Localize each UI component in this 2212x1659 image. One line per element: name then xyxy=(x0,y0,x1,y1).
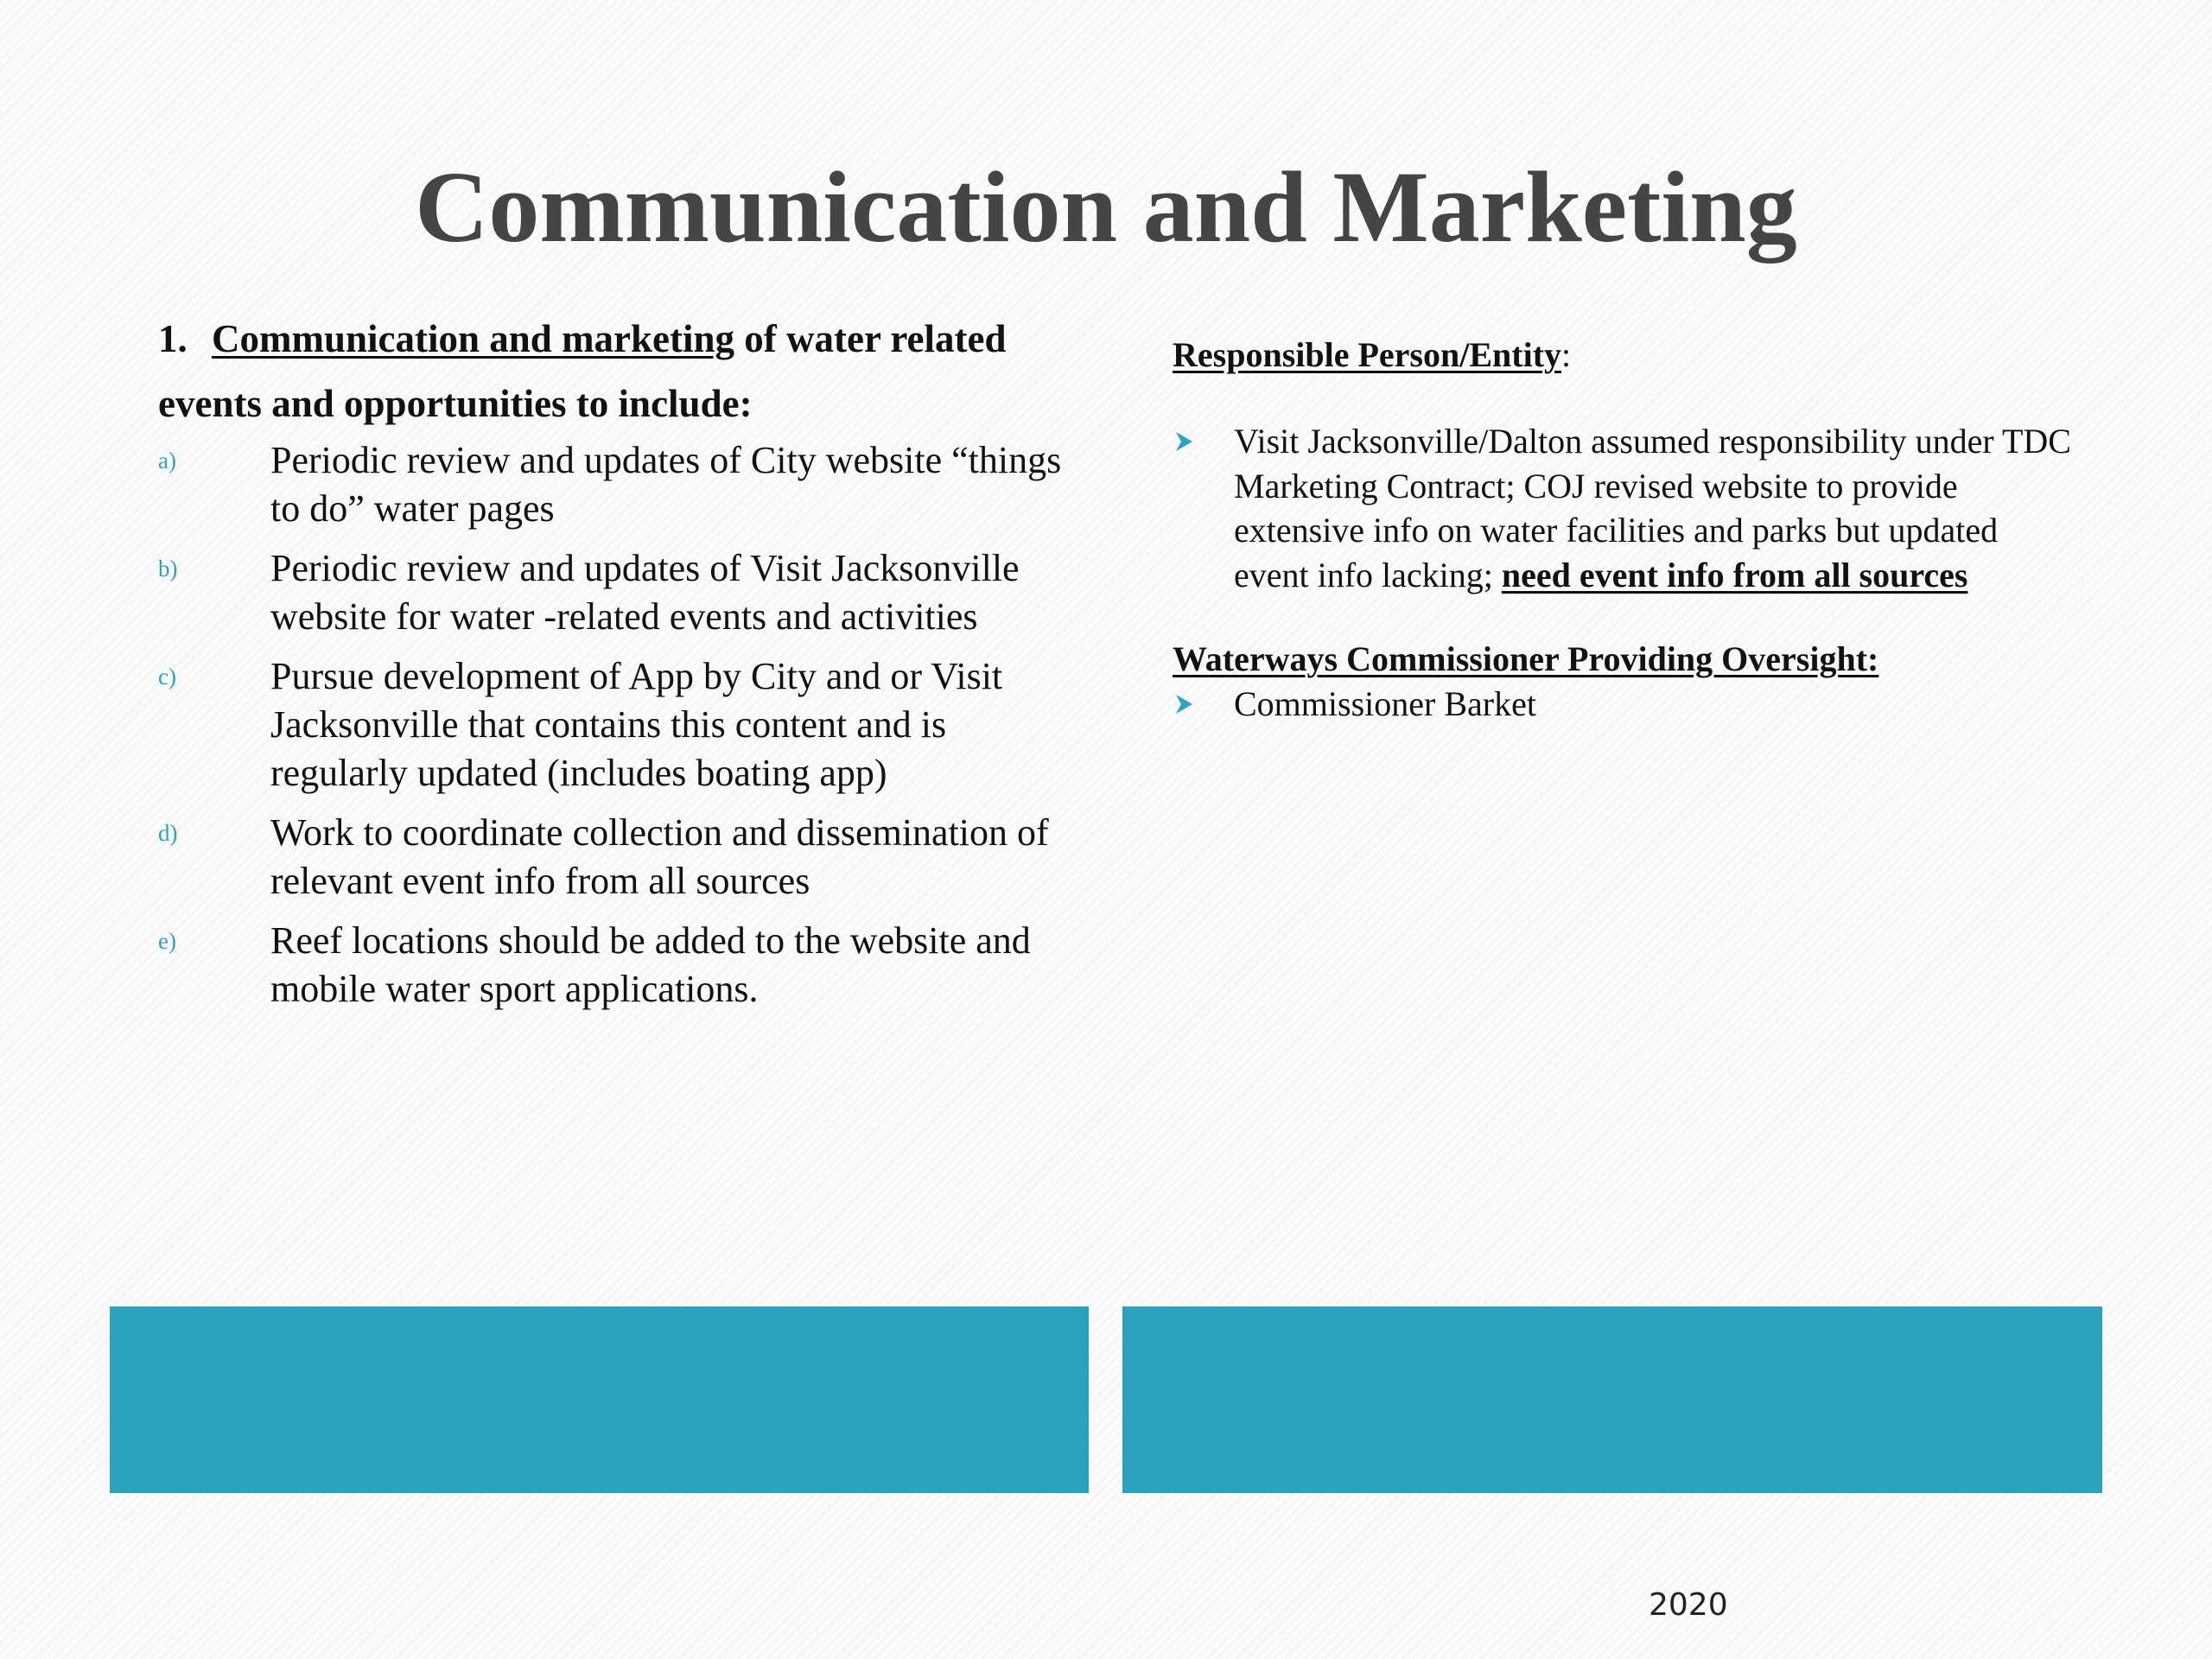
item-text: Periodic review and updates of Visit Jacksonville website for water -related events and activities xyxy=(270,547,1020,638)
item-marker: a) xyxy=(158,448,176,474)
arrow-bullet-icon xyxy=(1174,692,1195,716)
responsible-heading xyxy=(1173,333,2071,378)
item-marker: c) xyxy=(158,664,176,690)
objective-item xyxy=(158,544,1083,641)
status-column xyxy=(1173,333,2071,727)
oversight-heading xyxy=(1173,637,2071,682)
item-text: Pursue development of App by City and or Visit Jacksonville that contains this content and is regularly updated (includes boating app) xyxy=(270,655,1003,794)
responsible-emphasis: need event info from all sources xyxy=(1501,555,1968,594)
arrow-bullet-icon xyxy=(1174,429,1195,454)
objective-heading-line1 xyxy=(158,307,1083,372)
oversight-heading-text: Waterways Commissioner Providing Oversight: xyxy=(1173,639,1879,678)
objective-heading xyxy=(158,307,1083,436)
objective-number: 1. xyxy=(158,317,188,360)
responsible-heading-colon: : xyxy=(1561,335,1572,374)
objective-heading-underlined: Communication and marketing xyxy=(212,317,735,360)
item-text: Periodic review and updates of City website “things to do” water pages xyxy=(270,439,1062,530)
responsible-text: Visit Jacksonville/Dalton assumed responsibility under TDC Marketing Contract; COJ revised website to provide extensive info on water facilities and parks but updated event info lacking; xyxy=(1234,422,2071,594)
objective-item xyxy=(158,652,1083,798)
footer-year: 2020 xyxy=(1649,1587,1728,1623)
objective-item xyxy=(158,917,1083,1014)
item-text: Reef locations should be added to the website and mobile water sport applications. xyxy=(270,919,1031,1010)
objective-item xyxy=(158,436,1083,533)
objective-heading-rest: of water related xyxy=(734,317,1007,360)
responsible-bullet xyxy=(1173,419,2071,597)
item-marker: e) xyxy=(158,928,176,954)
item-text: Work to coordinate collection and dissemination of relevant event info from all sources xyxy=(270,811,1049,902)
objective-items xyxy=(158,436,1083,1014)
oversight-bullet xyxy=(1173,682,2071,727)
objective-item xyxy=(158,809,1083,906)
oversight-text: Commissioner Barket xyxy=(1234,684,1536,723)
objective-heading-line2: events and opportunities to include: xyxy=(158,382,753,425)
accent-bar-left xyxy=(110,1306,1089,1493)
item-marker: b) xyxy=(158,556,178,582)
slide-title: Communication and Marketing xyxy=(415,150,1797,264)
item-marker: d) xyxy=(158,820,178,846)
accent-bar-right xyxy=(1122,1306,2102,1493)
responsible-heading-text: Responsible Person/Entity xyxy=(1173,335,1562,374)
objective-column xyxy=(158,307,1083,1025)
